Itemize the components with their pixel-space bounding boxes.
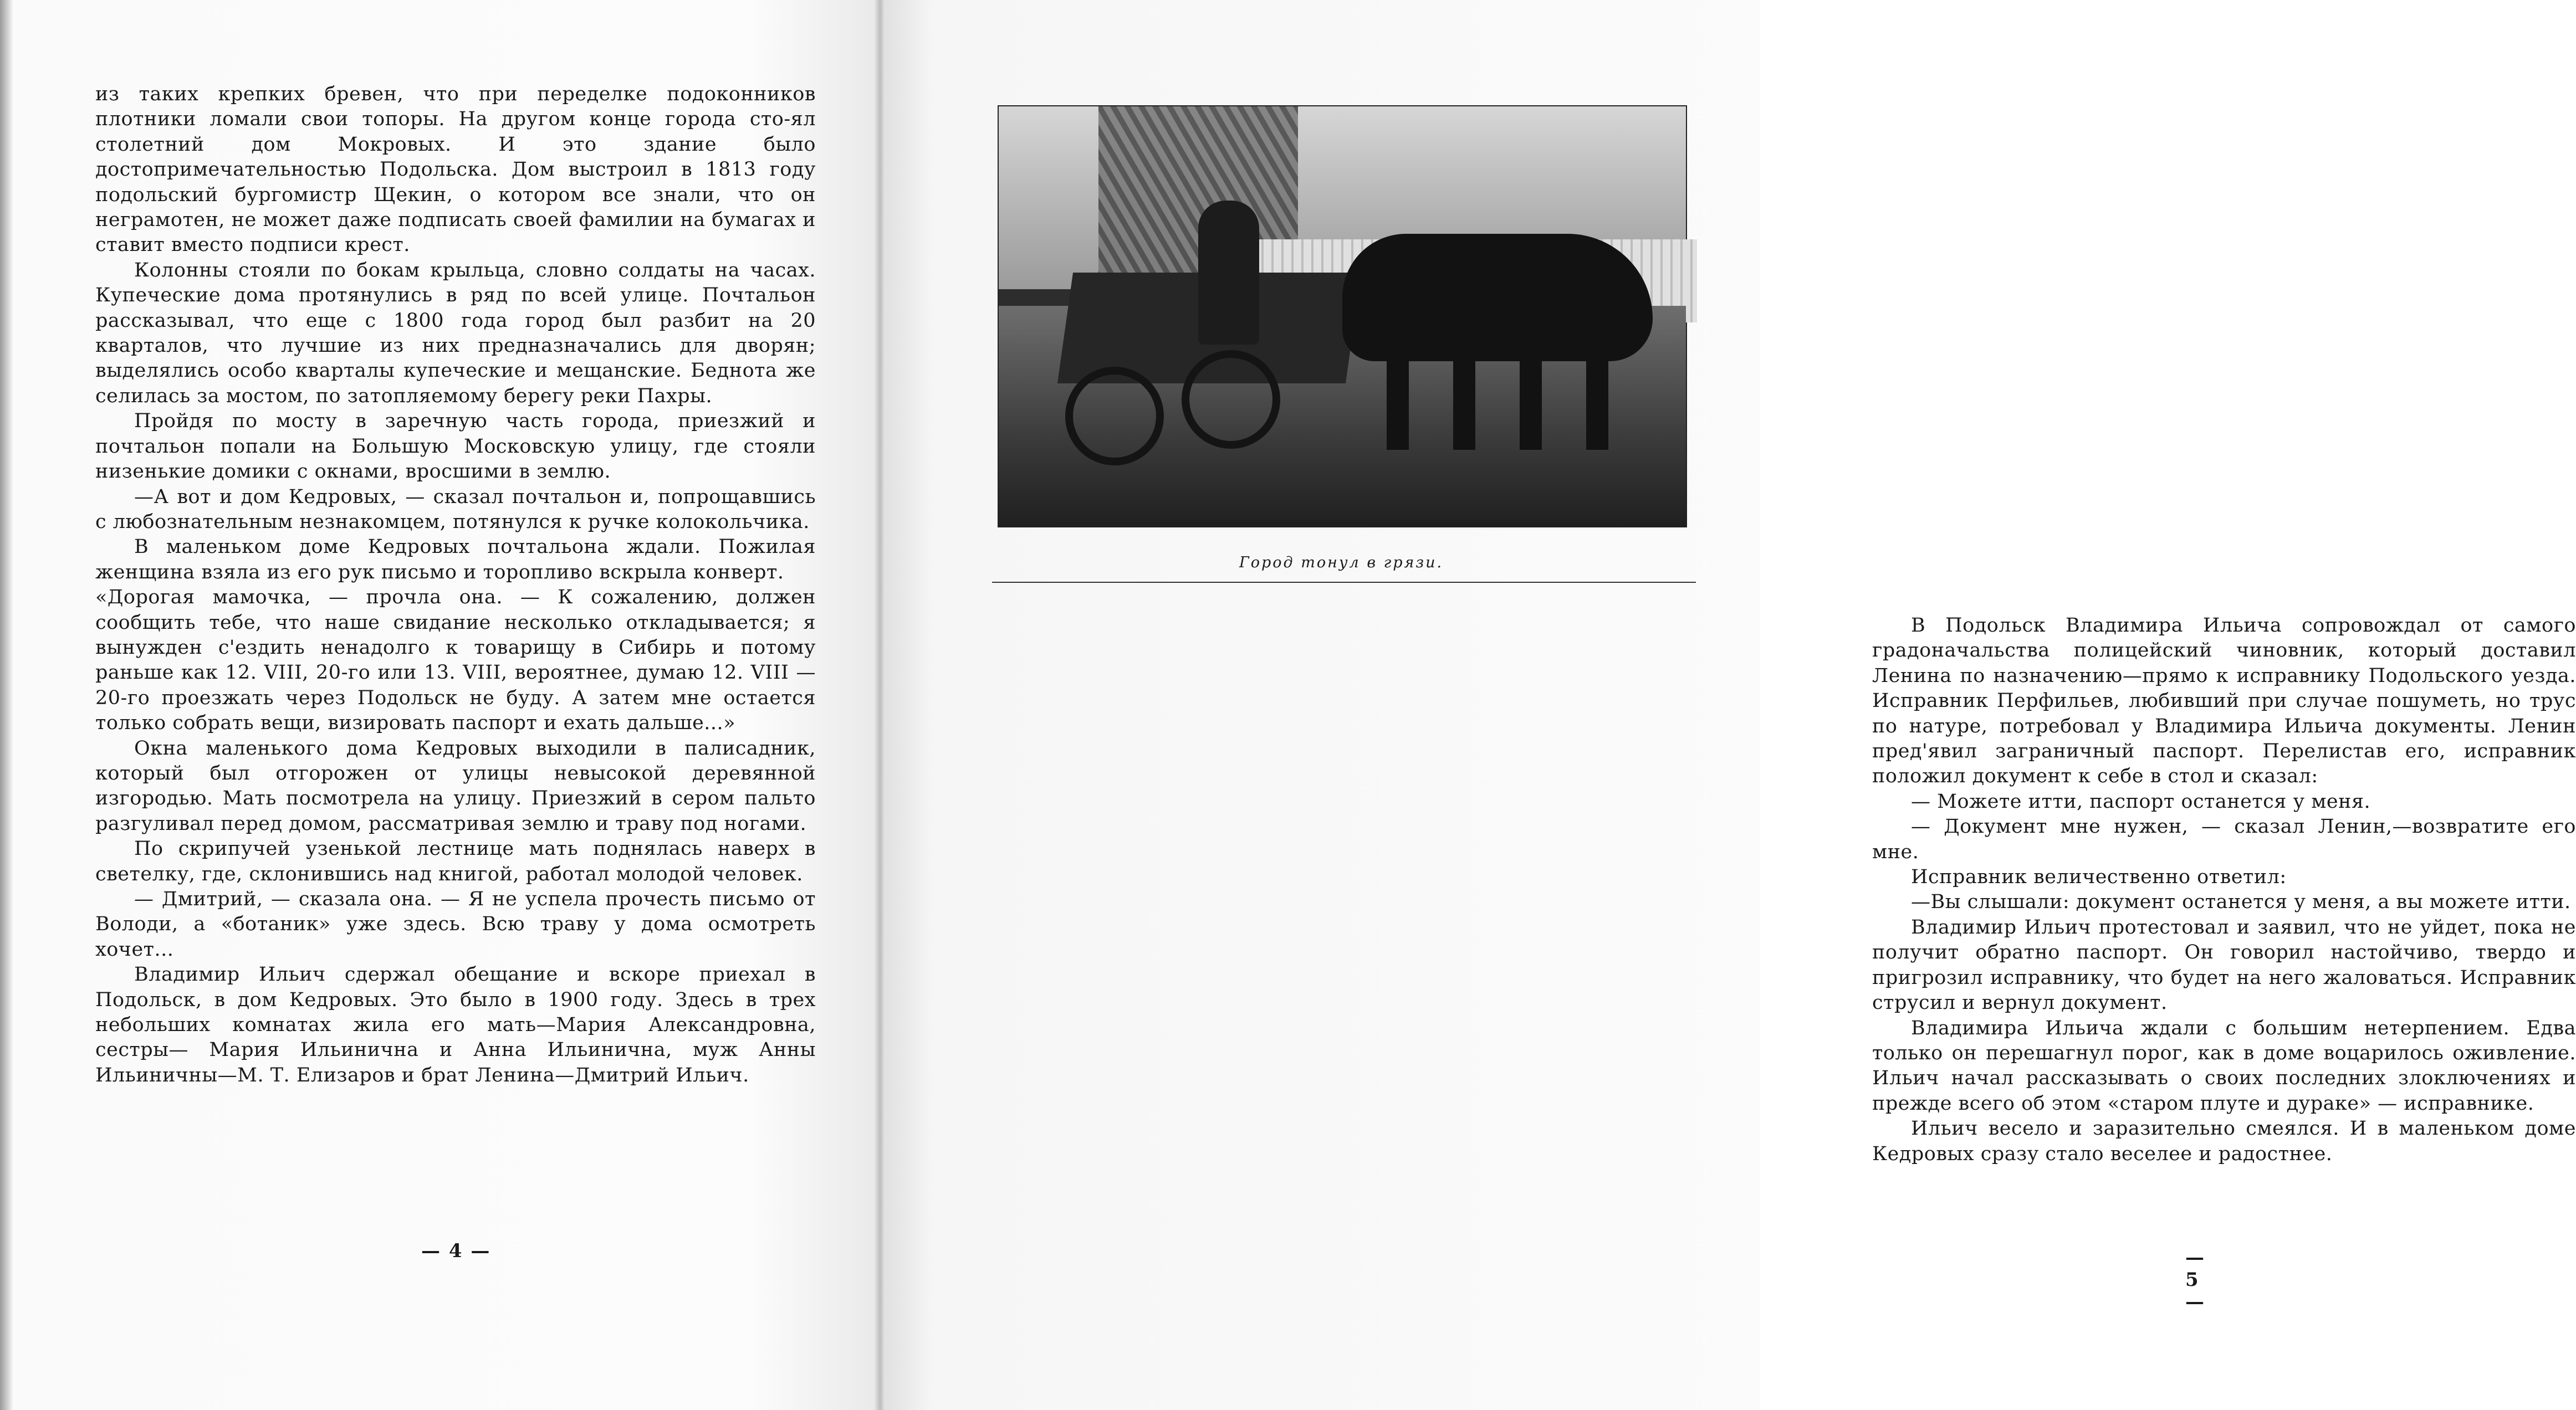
photo-horse-cart-in-mud (998, 105, 1687, 527)
paragraph: Владимир Ильич сдержал обещание и вскоре приехал в Подольск, в дом Кедровых. Это было в 1900 году. Здесь в трех небольших комнатах жила его мать—Мария Александровна, сестры— Мария Ильинична и Анна Ильинична, муж Анны Ильиничны—М. Т. Елизаров и брат Ленина—Дмитрий Ильич. (95, 963, 816, 1086)
paragraph: —А вот и дом Кедровых, — сказал почтальон и, попрощавшись с любознательным незнакомцем, потянулся к ручке колокольчика. (95, 485, 816, 533)
paragraph: — Можете итти, паспорт останется у меня. (1911, 790, 2371, 813)
paragraph: «Дорогая мамочка, — прочла она. — К сожалению, должен сообщить тебе, что наше свидание несколько откладывается; я вынужден с'ездить ненадолго к товарищу в Сибирь и потому раньше как 12. VIII, 20-го или 13. VIII, вероятнее, думаю 12. VIII — 20-го проезжать через Подольск не буду. А затем мне остается только собрать вещи, визировать паспорт и ехать дальше...» (95, 586, 816, 735)
paragraph: Владимира Ильича ждали с большим нетерпением. Едва только он перешагнул порог, как в доме воцарилось оживление. Ильич начал рассказывать о своих последних злоключениях и прежде всего об этом «старом плуте и дураке» — исправнике. (1872, 1017, 2576, 1115)
photo-wheel (1182, 350, 1280, 449)
paragraph: Колонны стояли по бокам крыльца, словно солдаты на часах. Купеческие дома протянулись в ряд по всей улице. Почтальон рассказывал, что еще с 1800 года город был разбит на 20 кварталов, что лучшие из них предназначались для дворян; выделялись особо кварталы купеческие и мещанские. Беднота же селилась за мостом, по затопляемому берегу реки Пахры. (95, 259, 816, 407)
paragraph: —Вы слышали: документ останется у меня, а вы можете итти. (1911, 891, 2571, 914)
paragraph: Владимир Ильич протестовал и заявил, что не уйдет, пока не получит обратно паспорт. Он говорил настойчиво, твердо и пригрозил исправнику, что будет на него жаловаться. Исправник струсил и вернул документ. (1872, 916, 2576, 1014)
book-gutter (875, 0, 886, 1410)
paragraph: Ильич весело и заразительно смеялся. И в маленьком доме Кедровых сразу стало веселее и радостнее. (1872, 1117, 2576, 1165)
left-text-column (95, 82, 816, 1088)
page-number: — 5 — (2185, 1247, 2205, 1313)
photo-driver (1198, 201, 1259, 345)
paragraph: — Документ мне нужен, — сказал Ленин,—возвратите его мне. (1872, 816, 2576, 863)
paragraph: В Подольск Владимира Ильича сопровождал от самого градоначальства полицейский чиновник, который доставил Ленина по назначению—прямо к исправнику Подольского уезда. Исправник Перфильев, любивший при случае пошуметь, но трус по натуре, потребовал у Владимира Ильича документы. Ленин пред'явил заграничный паспорт. Перелистав его, исправник положил документ к себе в стол и сказал: (1872, 614, 2576, 788)
paragraph: По скрипучей узенькой лестнице мать поднялась наверх в светелку, где, склонившись над книгой, работал молодой человек. (95, 838, 816, 885)
paragraph: Окна маленького дома Кедровых выходили в палисадник, который был отгорожен от улицы невысокой деревянной изгородью. Мать посмотрела на улицу. Приезжий в сером пальто разгуливал перед домом, рассматривая землю и траву под ногами. (95, 737, 816, 835)
photo-caption: Город тонул в грязи. (1239, 554, 1444, 571)
paragraph: из таких крепких бревен, что при переделке подоконников плотники ломали свои топоры. На другом конце города сто-ял столетний дом Мокровых. И это здание было достопримечательностью Подольска. Дом выстроил в 1813 году подольский бургомистр Щекин, о котором все знали, что он неграмотен, не может даже подписать своей фамилии на бумагах и ставит вместо подписи крест. (95, 83, 816, 257)
divider-rule (992, 582, 1696, 583)
paragraph: — Дмитрий, — сказала она. — Я не успела прочесть письмо от Володи, а «ботаник» уже здесь. Всю траву у дома осмотреть хочет... (95, 888, 816, 961)
left-page (0, 0, 880, 1410)
paragraph: В маленьком доме Кедровых почтальона ждали. Пожилая женщина взяла из его рук письмо и торопливо вскрыла конверт. (95, 536, 816, 583)
photo-horse-legs (1387, 345, 1619, 450)
photo-wheel (1065, 367, 1164, 465)
page-number: — 4 — (421, 1240, 491, 1262)
right-text-column (1872, 613, 2576, 1167)
paragraph: Пройдя по мосту в заречную часть города, приезжий и почтальон попали на Большую Московскую улицу, где стояли низенькие домики с окнами, вросшими в землю. (95, 410, 816, 483)
page-edge-shadow (0, 0, 13, 1410)
photo-horse (1342, 234, 1653, 361)
paragraph: Исправник величественно ответил: (1911, 866, 2287, 889)
